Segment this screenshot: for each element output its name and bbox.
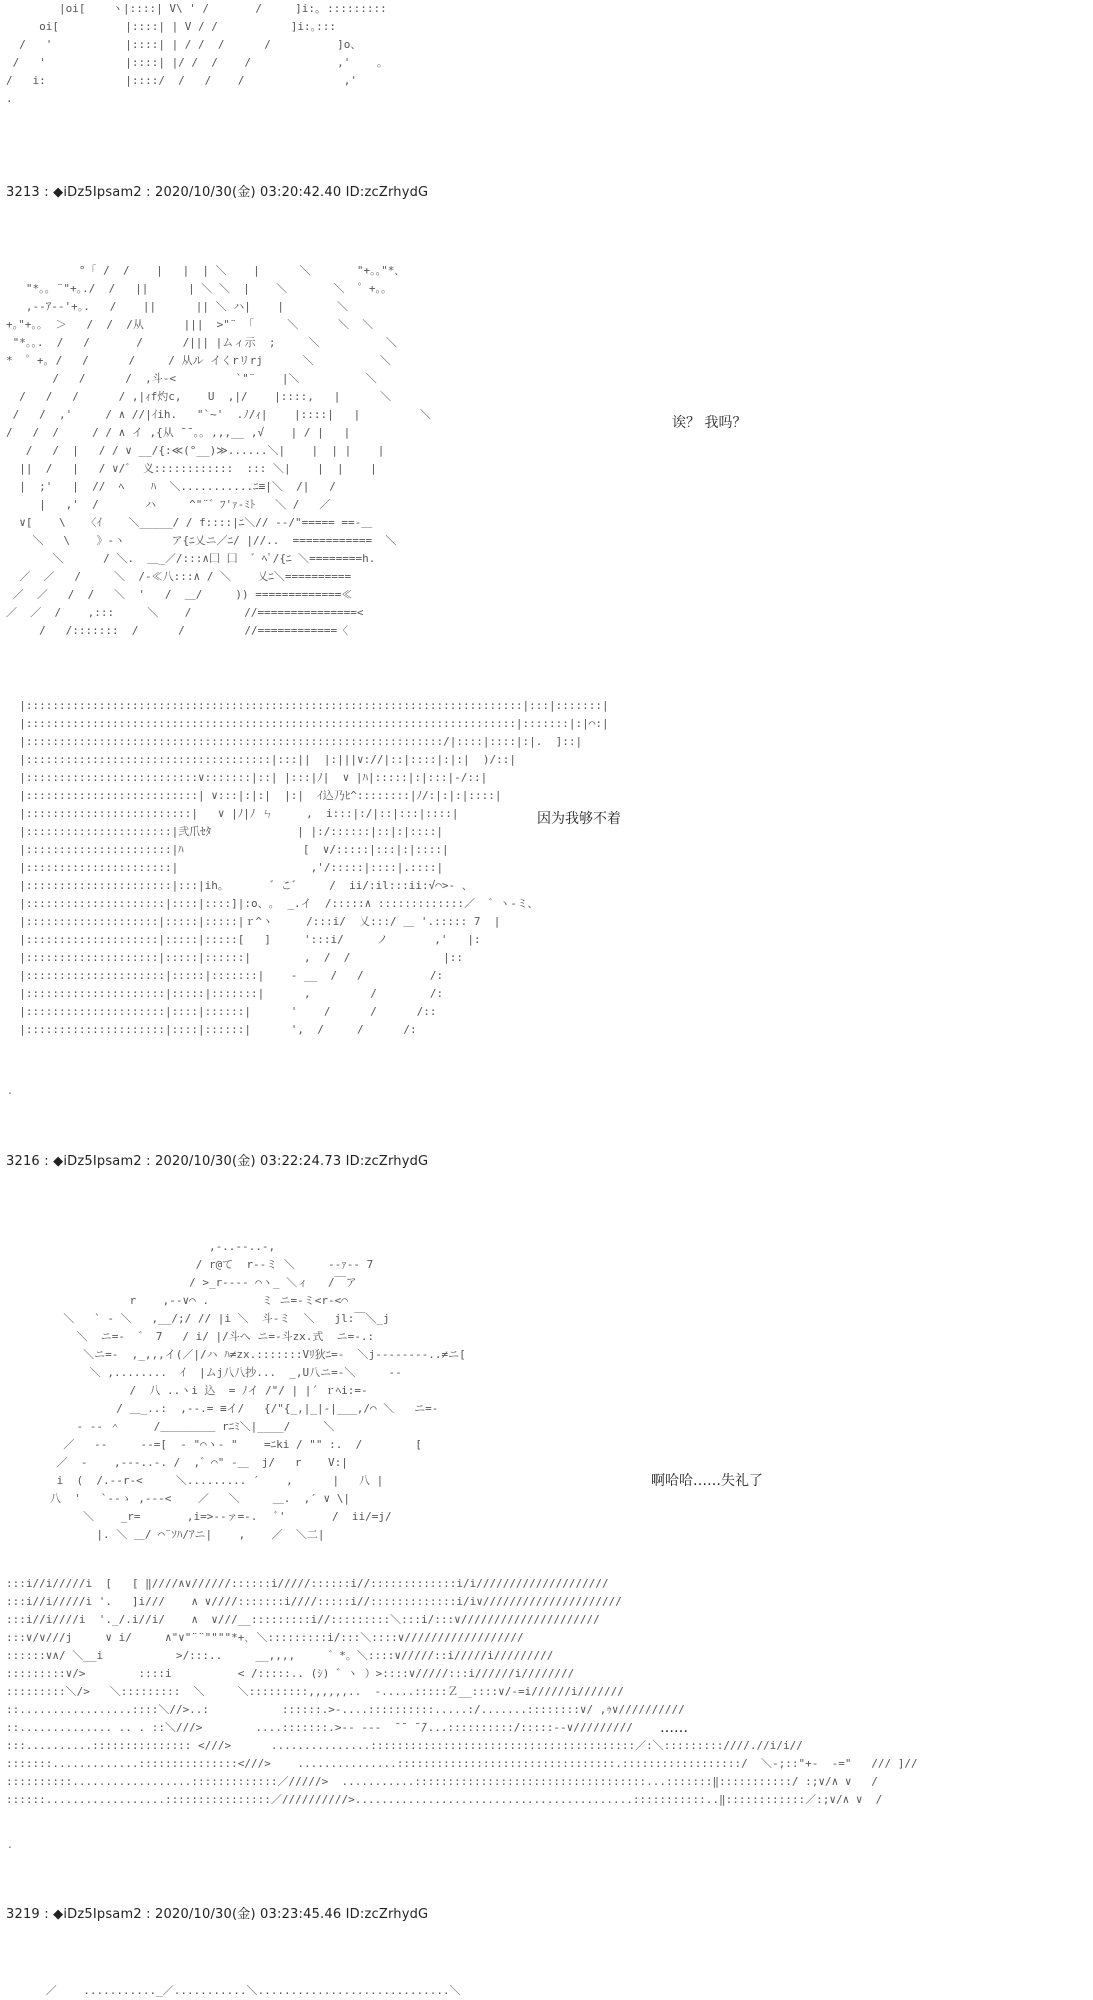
post-header-3219: 3219 : ◆iDz5Ipsam2 : 2020/10/30(金) 03:23:45.46 ID:zcZrhydG [6,1907,429,1922]
separator-dot-2: . [8,1837,12,1851]
dialogue-excuse-me: 啊哈哈……失礼了 [651,1473,763,1489]
ascii-art-top: |oi[ ヽ|::::| V\ ' / / ]i:｡ ::::::::: oi[ |::::| | V / / ]i:｡::: / ' |::::| | / / / / ]o、 / ' |::::| |/ / / / ,' ｡ / i: |::::/ / / / ,' . [6,2,387,105]
post-header-3213: 3213 : ◆iDz5Ipsam2 : 2020/10/30(金) 03:20:42.40 ID:zcZrhydG [6,185,429,200]
ascii-art-bottom: ／ ..........._／...........＼.............................＼ [6,1984,461,1997]
dialogue-ellipsis: …… [660,1720,688,1736]
post-header-3216: 3216 : ◆iDz5Ipsam2 : 2020/10/30(金) 03:22:24.73 ID:zcZrhydG [6,1154,429,1169]
dialogue-cant-reach: 因为我够不着 [537,811,621,827]
separator-dot: . [8,1083,12,1097]
ascii-art-laughing: ,-..--..-, / r@て r-‐ミ ＼ ‐‐ｧ‐- 7 / >_r‐‐‐‐ ⌒ヽ_ ＼ィ /￣ア r ,--∨⌒ . ミ ニ=‐ミ<r‐<⌒ ＼ ` ‐ ＼ ,__/;/ // |i ＼ 斗‐ミ ＼ jl:￣＼_j ＼ ニ=- ゛ 7 / i/ |/斗へ ニ=‐斗zx.式 ニ=‐.: ＼ニ=- ,_,,,イ(／|/ハ ﾊ≠zx.:::::::Vﾘ狄ﾆ=‐ ＼j‐‐‐‐‐‐‐‐..≠ニ[ ＼ ,........ ｲ |ムj八八抄... _,U八ニ=‐＼ ‐‐ / 八 ..ヽi 込 = ﾉイ /"/ | |´ ｒﾍi:=‐ / ＿_..: ,‐-.= ≡イ/ {/"{_,|_|‐|___,/⌒ ＼ ニ=‐ ‐ ‐‐ ＾ /＿＿＿＿＿ rﾆﾐ＼|____/ ＼ ／ ‐‐ ‐‐=[ ‐ "⌒ヽ‐ " =ﾆki / "" :. / [ ／ ‐ ,-‐‐..-. / ,゛⌒" ‐＿ j/ r V:| i ( /.‐‐r‐< ＼......... ′ , | 八 | 八 ' `‐‐ゝ ,‐-‐< ／ ＼ ＿. ,′ ∨ \| ＼ _r= ,i=>‐‐ァ=‐. ﾞ' / ii/=j/ |. ＼ ＿/ ⌒¨ｿﾊ/ｱニ| , ／ ＼二| [50,1240,466,1541]
dialogue-me: 诶？ 我吗？ [672,415,747,431]
ascii-art-dark-scene: :::i//i/////i [ [ ‖////∧∨//////::::::i/////::::::i//:::::::::::::i/i//////////////////// :::i//i/////i '. ]i/// ∧ ∨////:::::::i////:::::i//:::::::::::::i/i∨///////////////////// :::i//i////i '._/.i//i/ ∧ ∨///__:::::::::i//:::::::::＼:::i/:::∨///////////////////// :::∨/∨///j ∨ i/ ∧"∨"¨¨""""*+､ ＼:::::::::i/:::＼::::∨////////////////// ::::::∨∧/ ＼__i >/:::.. __,,,, ゛*。＼::::∨/////::i/////i///////// :::::::::∨/> ::::i < /:::::.. (ｼ) ゛ヽ ）>::::∨/////:::i//////i//////// :::::::::＼/> ＼::::::::: ＼ ＼:::::::::,,,,,,.. -.....:::::Ｚ__::::∨/‐=i//////i/////// ::.................::::＼//>..: ::::::.>‐....::::::::::.....:/.......::::::::∨/ ,ｩ∨////////// ::.............. .. . ::＼///> ....:::::::.>‐‐ ‐‐‐ ̄ ̄ ̄ ̄/...::::::::::/:::::-‐∨///////// :::..........::::::::::::::: <///> ...............::::::::::::::::::::::::::::::::::::::::／:＼:::::::::////.//i/i// :::::::.............:::::::::::::::<///> ...............:::::::::::::::::::::::::::::::::.::::::::::::::::::/ ＼-;::"+‐ -=" /// ]// ::::::::::..................:::::::::::::／/////> ...........:::::::::::::::::::::::::::::::::::...:::::::‖:::::::::::/ :;∨/∧ ∨ / ::::::..................::::::::::::::::／//////////>..........................................:::::::::::..‖::::::::::::／:;∨/∧ ∨ / [6,1577,918,1806]
ascii-art-wall: |:::::::::::::::::::::::::::::::::::::::::::::::::::::::::::::::::::::::::::|:::|:::::::| |::::::::::::::::::::::::::::::::::::::::::::::::::::::::::::::::::::::::::|:::::::|:|⌒:| |:::::::::::::::::::::::::::::::::::::::::::::::::::::::::::::::/|::::|::::|:|. ]::| |:::::::::::::::::::::::::::::::::::::|:::|| |:|||∨://|::|::::|:|:| )/::| |::::::::::::::::::::::::::∨:::::::|::| |:::|ﾉ| ∨ |ﾊ|:::::|:|:::|‐/::| |::::::::::::::::::::::::::| ∨:::|:|:| |:| ｲ込乃ﾋ^::::::::|ﾉ/:|:|:|::::| |:::::::::::::::::::::::::| ∨ |ﾉ|ﾉ ㄣ , i:::|:/|::|:::|::::| |::::::::::::::::::::::|弐爪ｾﾀ | |:/::::::|::|:|::::| |::::::::::::::::::::::|ﾊ [ ∨/:::::|:::|:|::::| |::::::::::::::::::::::| ,'/:::::|::::|.::::| |::::::::::::::::::::::|:::|ih｡ ゛こ゛ / ii/:il:::ii:√⌒>‐ 、 |:::::::::::::::::::::|::::|::::]|:o、｡ _.イ /:::::∧ :::::::::::::／ ゛ヽ‐ミ、 |::::::::::::::::::::|:::::|:::::|ｒ^ヽ /:::i/ 乂:::/ ＿ '.::::: 7 | |::::::::::::::::::::|:::::|:::::[ ] ':::i/ ノ ,' |: |::::::::::::::::::::|:::::|::::::| , / / |:: |:::::::::::::::::::::|:::::|:::::::| ‐ __ / / /: |:::::::::::::::::::::|:::::|:::::::| , / /: |:::::::::::::::::::::|::::|::::::| ' / / /:: |:::::::::::::::::::::|::::|::::::| ', / / /: [19,699,609,1036]
ascii-art-surprised-face: °「 / / | | | ＼ | ＼ "+｡｡"*､ "*｡｡ ¨"+｡./ / || | ＼ ＼ | ＼ ＼ ゜+｡｡ ,--ｱ‐‐'+｡. / || || ＼ ハ| | ＼ +｡"+｡｡ ＞ / / /从 ||| >"¨ 「 ＼ ＼ ＼ "*｡｡. / / / /||| |ムィ示 ; ＼ ＼ * ゜+｡ / / / / 从ル イくrリrj ＼ ＼ / / / ,斗‐< `"¨ |＼ ＼ / / / / ,|ｨf灼c, U ,|/ |::::, | ＼ / / ,' / ∧ //|ｲih. "`~' .ﾉ/ｨ| |::::| | ＼ / / / / / ∧ イ ,{从 ̄ ̄ ｡｡ ,,,__ ,√ | / | | / / | / / ∨ __/{:≪(°__)≫......＼| | | | | || / | / ∨/゛ 义:::::::::::: ::: ＼| | | | | ;' | // ﾍ ﾊ ＼...........ﾆ≡|＼ /| / | ,' / ハ ^"¨゛ﾌ'ｧ‐ﾐﾄ ＼ / ／ ∨[ \ 〈ｲ ＼_____/ / f::::|ﾆ＼// ‐‐/"===== ==‐＿ ＼ \ 》‐ヽ ア{ﾆ乂ニ／ﾆ/ |//.. ============ ＼ ＼ / ＼. ＿_／/:::∧囗 囗 ゛ﾍﾟ/{ﾆ ＼========h. ／ ／ / ＼ /‐≪八:::∧ / ＼ 乂ﾆ＼========== ／ ／ / / ＼ ' / ＿/ )) =============≪ ／ ／ / ,::: ＼ / //===============< / /::::::: / / //============〈 [6,264,431,637]
